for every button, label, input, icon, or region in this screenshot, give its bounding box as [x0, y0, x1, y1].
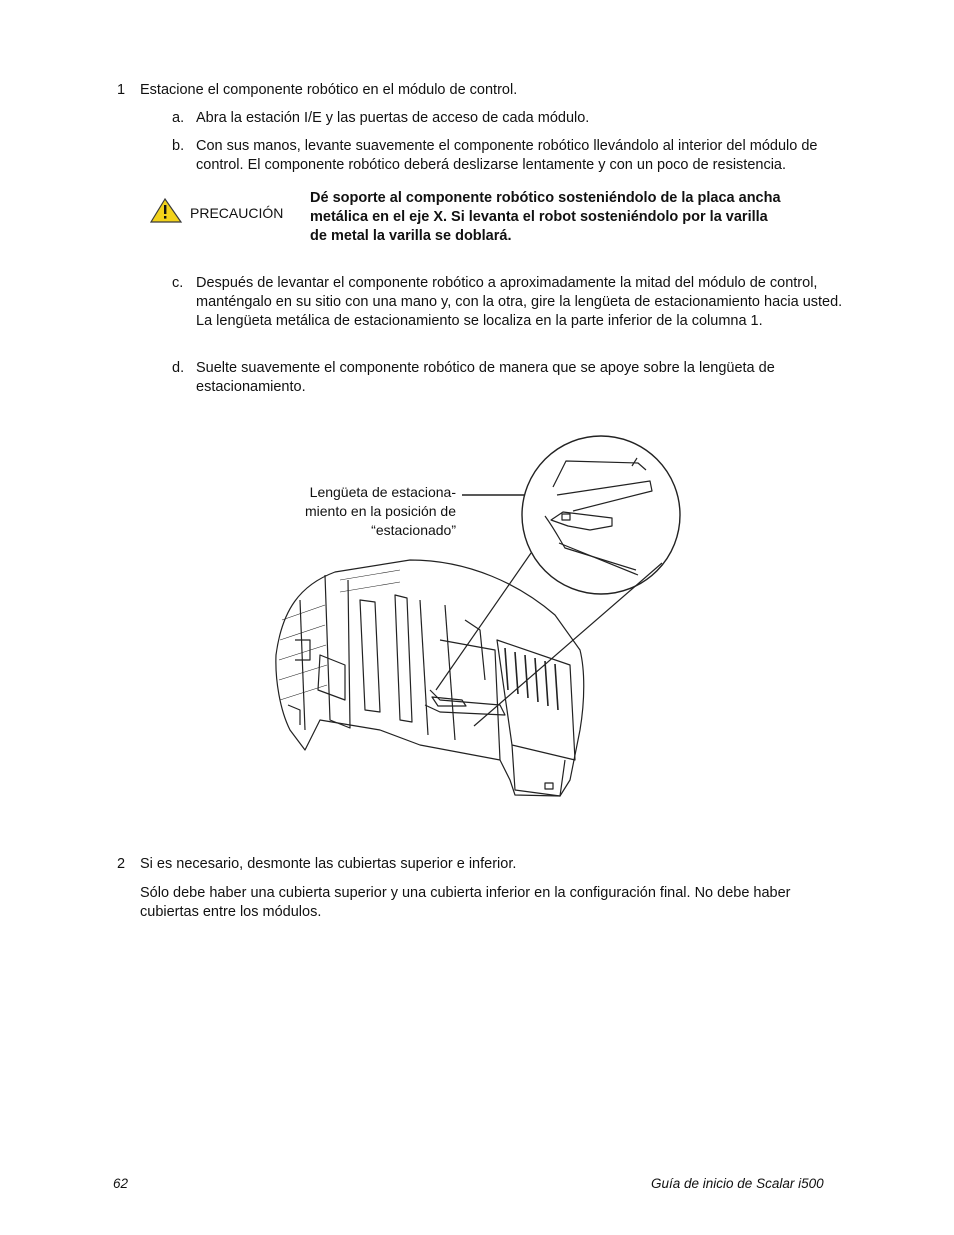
step-2-body: Sólo debe haber una cubierta superior y una cubierta inferior en la configuración final. No debe haber cubiertas entre los módulos. [140, 885, 791, 920]
callout-line-2: miento en la posición de [305, 503, 456, 519]
footer-doc-title: Guía de inicio de Scalar i500 [651, 1176, 824, 1191]
substep-d-label: d. [172, 360, 185, 376]
substep-b-text: Con sus manos, levante suavemente el componente robótico llevándolo al interior del módulo de control. El componente robótico deberá deslizarse lentamente y con un poco de resistencia. [196, 138, 818, 173]
callout-line-3: “estacionado” [371, 522, 456, 538]
substep-c-label: c. [172, 275, 184, 291]
step-2-number: 2 [117, 856, 126, 872]
substep-b-label: b. [172, 138, 185, 154]
substep-a-label: a. [172, 110, 185, 126]
caution-label: PRECAUCIÓN [190, 205, 284, 221]
step-2-heading: Si es necesario, desmonte las cubiertas superior e inferior. [140, 856, 517, 872]
caution-line-1: Dé soporte al componente robótico sosteniéndolo de la placa ancha [310, 190, 781, 206]
caution-line-2: metálica en el eje X. Si levanta el robot sosteniéndolo por la varilla [310, 209, 768, 225]
figure-callout [262, 483, 456, 540]
callout-line-1: Lengüeta de estaciona- [309, 484, 456, 500]
substep-a-text: Abra la estación I/E y las puertas de acceso de cada módulo. [196, 110, 590, 126]
step-1-number: 1 [117, 82, 126, 98]
footer-page-number: 62 [113, 1176, 129, 1191]
substep-c-text: Después de levantar el componente robótico a aproximadamente la mitad del módulo de control, manténgalo en su sitio con una mano y, con la otra, gire la lengüeta de estacionamiento hacia usted. La lengüeta metálica de estacionamiento se localiza en la parte inferior de la columna 1. [196, 275, 843, 329]
step-1-heading: Estacione el componente robótico en el módulo de control. [140, 82, 518, 98]
substep-d-text: Suelte suavemente el componente robótico de manera que se apoye sobre la lengüeta de estacionamiento. [196, 360, 775, 395]
caution-line-3: de metal la varilla se doblará. [310, 228, 512, 244]
caution-text [310, 189, 790, 246]
